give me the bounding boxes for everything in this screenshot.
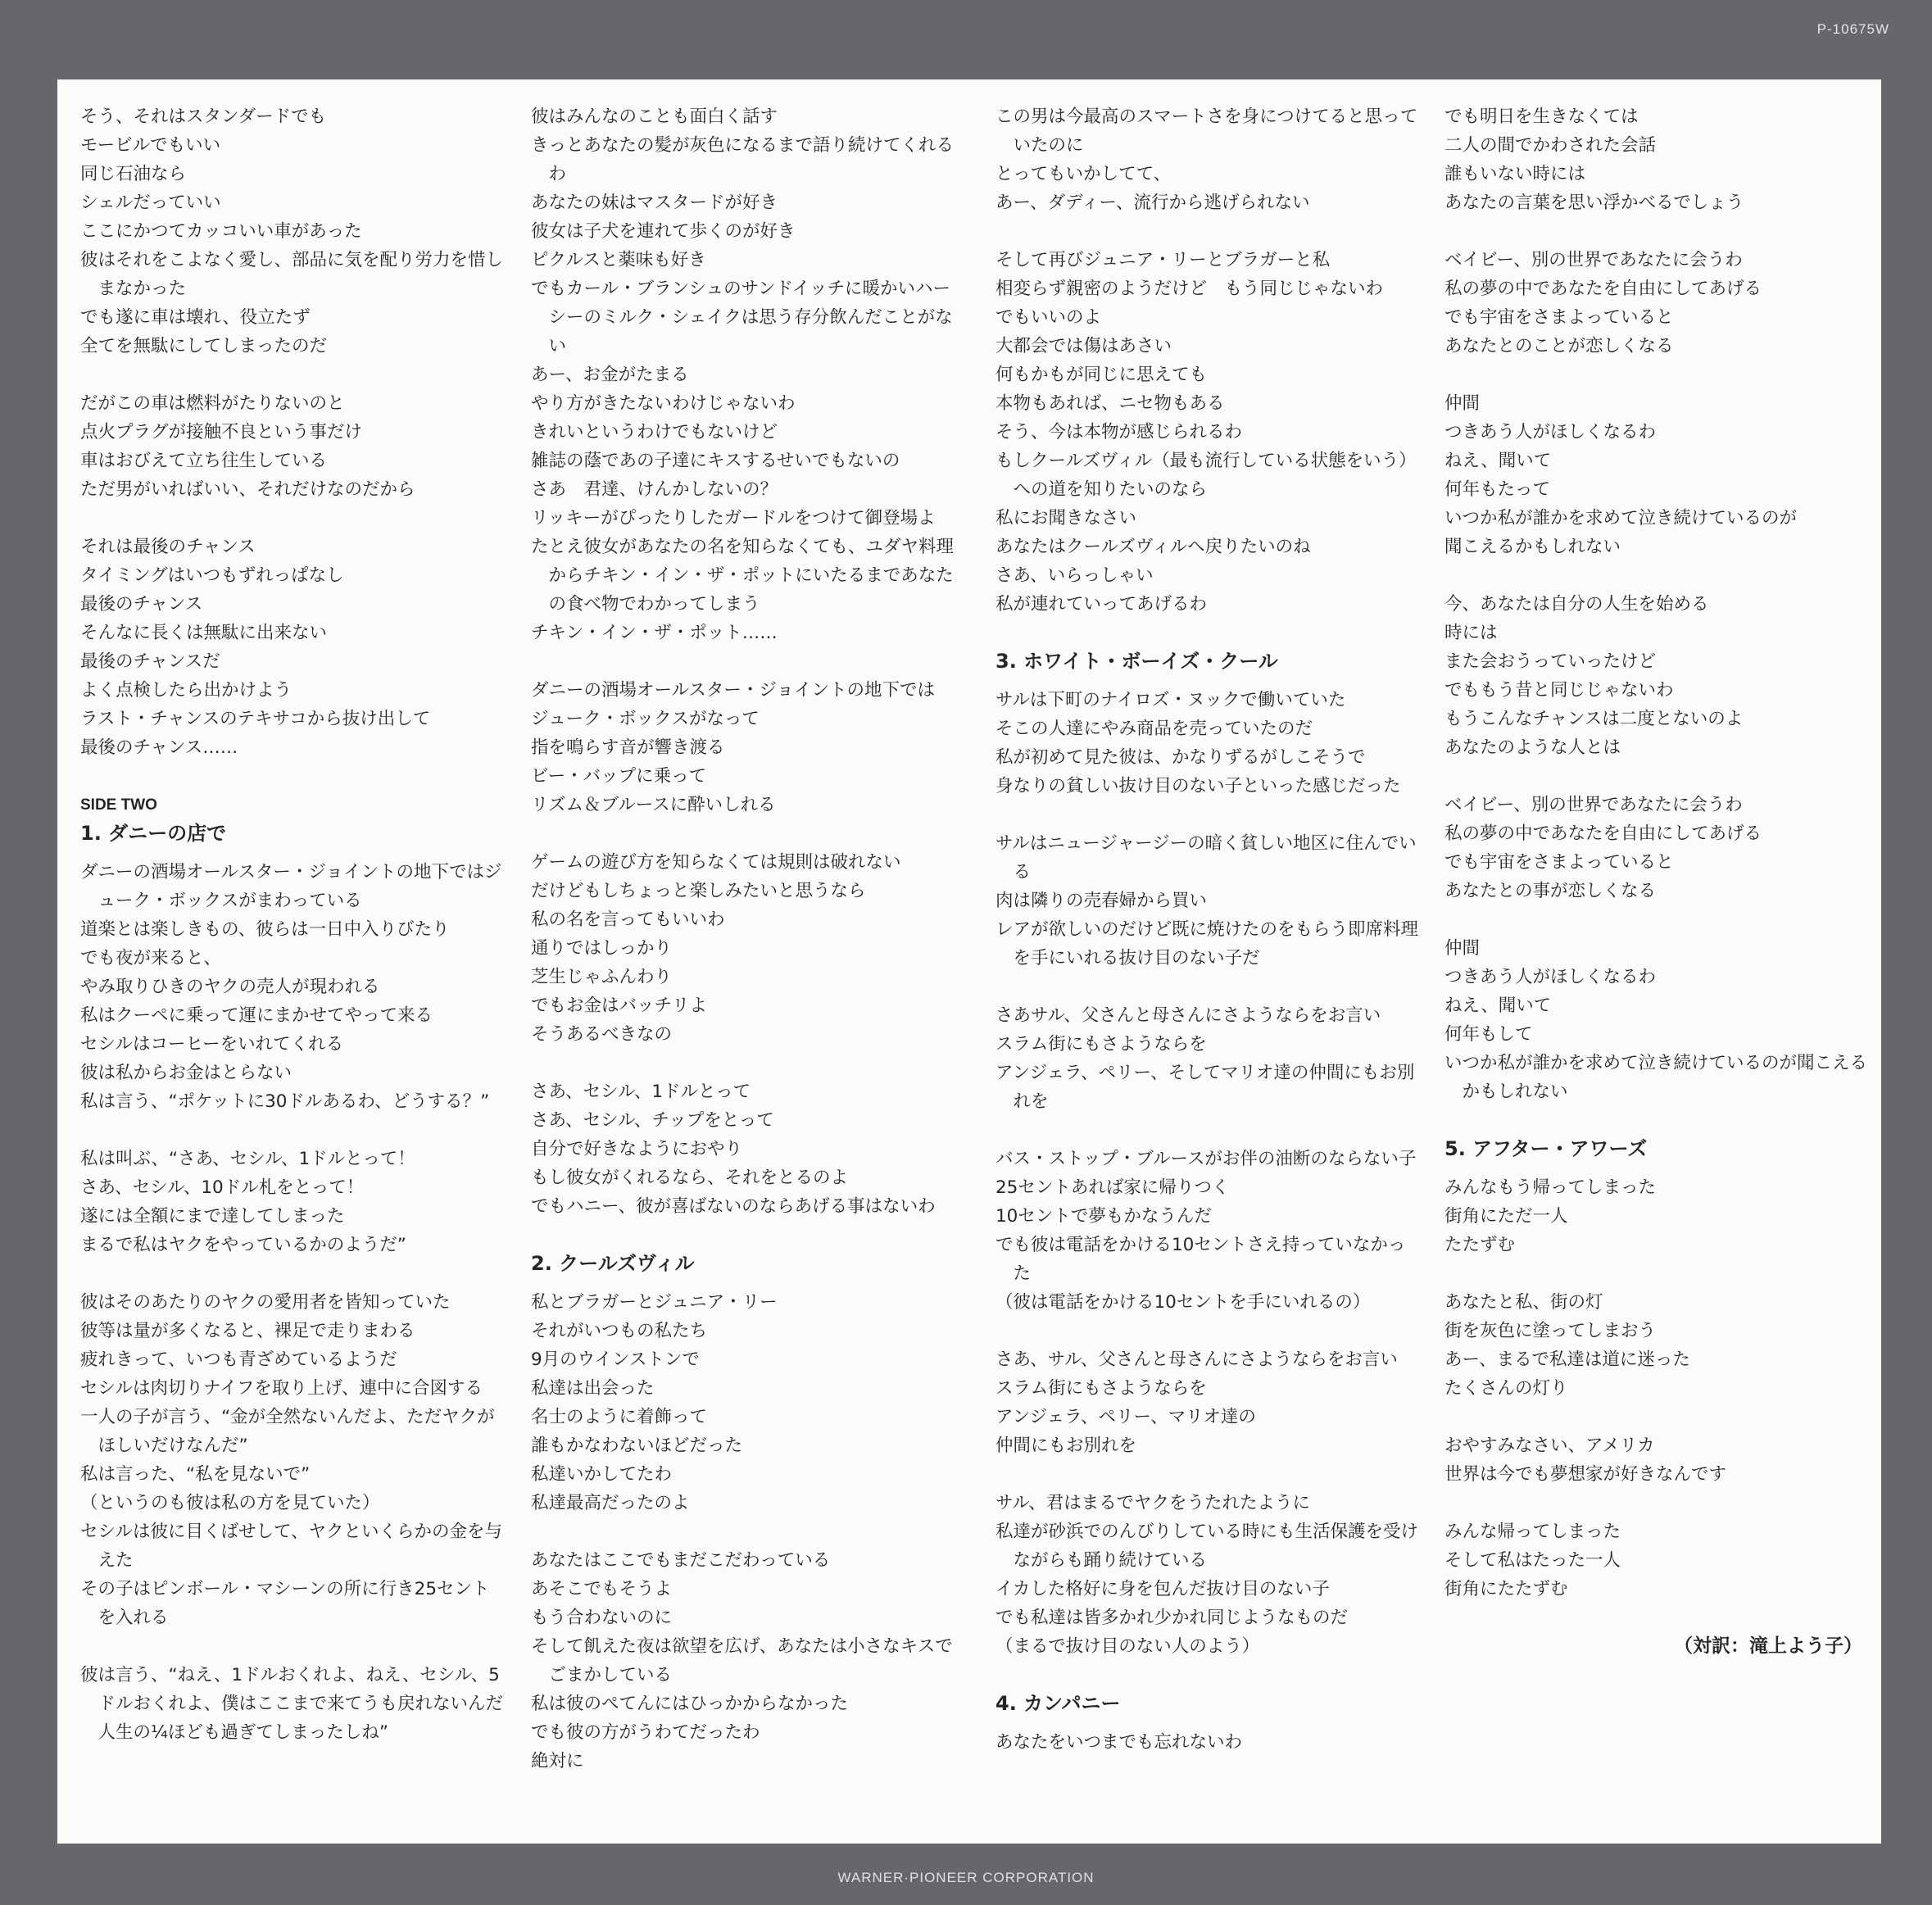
lyric-line: 私の夢の中であなたを自由にしてあげる [1444, 279, 1762, 299]
lyric-line: でも宇宙をさまよっていると [1444, 852, 1674, 873]
stanza [995, 686, 1422, 801]
lyric-line: 通りではしっかり [531, 938, 673, 959]
lyric-line: さあ、セシル、チップをとって [531, 1110, 774, 1131]
lyric-line: そうあるべきなの [531, 1024, 673, 1045]
lyric-line: 彼等は量が多くなると、裸足で走りまわる [80, 1321, 415, 1341]
song-title: 1. ダニーの店で [80, 822, 227, 845]
lyric-line: セシルは肉切りナイフを取り上げ、連中に合図する [80, 1378, 483, 1399]
stanza [531, 676, 965, 819]
stanza [1444, 590, 1871, 762]
lyric-line: 彼はみんなのことも面白く話す [531, 107, 778, 127]
lyric-line: 聞こえるかもしれない [1444, 537, 1621, 557]
lyric-line: 私達最高だったのよ [531, 1493, 690, 1513]
lyric-line: つきあう人がほしくなるわ [1444, 967, 1657, 987]
stanza [1444, 791, 1871, 905]
stanza [531, 848, 965, 1049]
lyric-line: 仲間 [1444, 938, 1481, 959]
lyric-line: リズム＆ブルースに酔いしれる [531, 795, 776, 815]
lyric-line: 世界は今でも夢想家が好きなんです [1444, 1464, 1727, 1485]
lyric-line: いつか私が誰かを求めて泣き続けているのが聞こえるかもしれない [1444, 1053, 1868, 1102]
song-title: 5. アフター・アワーズ [1444, 1137, 1648, 1160]
lyric-line: 私とブラガーとジュニア・リー [531, 1292, 778, 1313]
lyric-line: そんなに長くは無駄に出来ない [80, 623, 328, 643]
lyric-line: みんな帰ってしまった [1444, 1522, 1621, 1542]
stanza [80, 1661, 521, 1747]
lyric-line: 点火プラグが接触不良という事だけ [80, 422, 363, 442]
lyric-line: でも宇宙をさまよっていると [1444, 307, 1674, 328]
lyric-line: 彼は私からお金はとらない [80, 1063, 293, 1083]
lyric-line: 自分で好きなようにおやり [531, 1139, 743, 1159]
lyric-line: あなたのような人とは [1444, 737, 1621, 758]
stanza [531, 1077, 965, 1221]
stanza [1444, 102, 1871, 217]
lyric-line: 私の名を言ってもいいわ [531, 909, 725, 930]
lyric-line: 彼は言う、“ねえ、1ドルおくれよ、ねえ、セシル、5ドルおくれよ、僕はここまで来てうも戻れないんだ 人生の¼ほども過ぎてしまったしね” [80, 1665, 521, 1743]
lyric-line: 最後のチャンス [80, 594, 203, 615]
lyric-line: でも夜が来ると、 [80, 948, 222, 968]
lyric-line: ゲームの遊び方を知らなくては規則は破れない [531, 852, 901, 873]
lyric-line: あなたとの事が恋しくなる [1444, 881, 1657, 901]
lyric-line: 指を鳴らす音が響き渡る [531, 737, 725, 758]
lyric-line: セシルはコーヒーをいれてくれる [80, 1034, 344, 1055]
stanza [995, 1345, 1422, 1460]
lyric-line: 最後のチャンスだ [80, 651, 220, 672]
lyric-line: 道楽とは楽しきもの、彼らは一日中入りびたり [80, 919, 450, 940]
lyric-line: もう合わないのに [531, 1608, 673, 1628]
lyric-line: ラスト・チャンスのテキサコから抜け出して [80, 709, 431, 729]
side-heading: SIDE TWO [80, 796, 157, 814]
lyric-line: 車はおびえて立ち往生している [80, 451, 328, 471]
lyric-line: たたずむ [1444, 1235, 1516, 1255]
lyric-line: サルはニュージャージーの暗く貧しい地区に住んでいる [995, 833, 1417, 882]
column-2 [531, 102, 965, 1804]
lyric-line: もし彼女がくれるなら、それをとるのよ [531, 1168, 849, 1188]
lyric-line: （まるで抜け目のない人のよう） [995, 1636, 1260, 1657]
lyric-line: モービルでもいい [80, 135, 221, 156]
lyric-line: だがこの車は燃料がたりないのと [80, 393, 345, 414]
lyric-line: 今、あなたは自分の人生を始める [1444, 594, 1709, 615]
lyric-line: 私は彼のぺてんにはひっかからなかった [531, 1694, 849, 1714]
lyric-line: スラム街にもさようならを [995, 1034, 1207, 1055]
lyric-line: ジューク・ボックスがなって [531, 709, 760, 729]
lyric-line: とってもいかしてて、 [995, 164, 1172, 184]
lyric-line: 芝生じゃふんわり [531, 967, 673, 987]
lyric-line: 私が連れていってあげるわ [995, 594, 1208, 615]
lyric-line: あー、ダディー、流行から逃げられない [995, 193, 1310, 213]
lyric-line: 街を灰色に塗ってしまおう [1444, 1321, 1657, 1341]
translator-credit: （対訳：滝上よう子） [1674, 1635, 1862, 1657]
lyric-line: 何年もして [1444, 1024, 1533, 1045]
lyric-line: さあ、セシル、10ドル札をとって！ [80, 1177, 365, 1198]
lyric-line: でも彼は電話をかける10セントさえ持っていなかった [995, 1235, 1406, 1284]
lyric-line: 仲間にもお別れを [995, 1436, 1137, 1456]
lyric-line: 身なりの貧しい抜け目のない子といった感じだった [995, 776, 1401, 796]
column-4 [1444, 102, 1871, 1661]
lyric-line: 本物もあれば、ニセ物もある [995, 393, 1225, 414]
stanza [531, 102, 965, 647]
lyric-line: アンジェラ、ペリー、そしてマリオ達の仲間にもお別れを [995, 1063, 1415, 1112]
lyric-line: 彼女は子犬を連れて歩くのが好き [531, 221, 796, 242]
lyric-line: やみ取りひきのヤクの売人が現われる [80, 977, 380, 997]
lyric-line: 疲れきって、いつも青ざめているようだ [80, 1349, 397, 1370]
lyric-line: そう、今は本物が感じられるわ [995, 422, 1243, 442]
lyric-line: バス・ストップ・ブルースがお伴の油断のならない子 [995, 1149, 1417, 1169]
lyric-line: 私は言った、“私を見ないで” [80, 1464, 311, 1485]
lyric-line: 私にお聞きなさい [995, 508, 1137, 528]
lyric-line: でも私達は皆多かれ少かれ同じようなものだ [995, 1608, 1349, 1628]
lyric-line: 一人の子が言う、“金が全然ないんだよ、ただヤクがほしいだけなんだ” [80, 1407, 495, 1456]
lyric-line: 全てを無駄にしてしまったのだ [80, 336, 328, 356]
song-title: 2. クールズヴィル [531, 1252, 695, 1275]
lyric-line: 雑誌の蔭であの子達にキスするせいでもないの [531, 451, 900, 471]
lyrics-sheet [57, 79, 1881, 1844]
lyric-line: 遂には全額にまで達してしまった [80, 1206, 345, 1227]
lyric-line: 私はクーペに乗って運にまかせてやって来る [80, 1005, 433, 1026]
lyric-line: タイミングはいつもずれっぱなし [80, 565, 344, 586]
lyric-line: おやすみなさい、アメリカ [1444, 1436, 1655, 1456]
lyric-line: ピクルスと薬味も好き [531, 250, 706, 270]
lyric-line: 絶対に [531, 1751, 584, 1771]
stanza [995, 246, 1422, 619]
lyric-line: いつか私が誰かを求めて泣き続けているのが [1444, 508, 1798, 528]
stanza [995, 1145, 1422, 1317]
lyric-line: あー、お金がたまる [531, 365, 689, 385]
stanza [995, 1728, 1422, 1757]
lyric-line: チキン・イン・ザ・ポット…… [531, 623, 778, 643]
lyric-line: 相変らず親密のようだけど もう同じじゃないわ [995, 279, 1384, 299]
lyric-line: 仲間 [1444, 393, 1481, 414]
lyric-line: もうこんなチャンスは二度とないのよ [1444, 709, 1744, 729]
stanza [80, 858, 506, 1116]
stanza [80, 533, 506, 762]
lyric-line: 私は叫ぶ、“さあ、セシル、1ドルとって！ [80, 1149, 415, 1169]
lyric-line: 彼はそのあたりのヤクの愛用者を皆知っていた [80, 1292, 451, 1313]
stanza [80, 1288, 506, 1632]
lyric-line: でも明日を生きなくては [1444, 107, 1639, 127]
lyric-line: さあサル、父さんと母さんにさようならをお言い [995, 1005, 1381, 1026]
lyric-line: ビー・バップに乗って [531, 766, 707, 787]
lyric-line: レアが欲しいのだけど既に焼けたのをもらう即席料理を手にいれる抜け目のない子だ [995, 919, 1419, 968]
column-1 [80, 102, 521, 1776]
lyric-line: あなたの言葉を思い浮かべるでしょう [1444, 193, 1744, 213]
lyric-line: 何年もたって [1444, 479, 1551, 500]
lyric-line: さあ 君達、けんかしないの？ [531, 479, 778, 500]
lyric-line: 私達いかしてたわ [531, 1464, 673, 1485]
lyric-line: ただ男がいればいい、それだけなのだから [80, 479, 415, 500]
lyric-line: あなたをいつまでも忘れないわ [995, 1732, 1243, 1753]
lyric-line: 時には [1444, 623, 1498, 643]
lyric-line: さあ、サル、父さんと母さんにさようならをお言い [995, 1349, 1398, 1370]
song-title: 3. ホワイト・ボーイズ・クール [995, 650, 1278, 673]
stanza [1444, 1517, 1871, 1603]
lyric-line: シェルだっていい [80, 193, 221, 213]
lyric-line: でもハニー、彼が喜ばないのならあげる事はないわ [531, 1196, 936, 1217]
lyric-line: やり方がきたないわけじゃないわ [531, 393, 796, 414]
lyric-line: 私は言う、“ポケットに30ドルあるわ、どうする？” [80, 1091, 490, 1112]
lyric-line: そして再びジュニア・リーとブラガーと私 [995, 250, 1331, 270]
lyric-line: ベイビー、別の世界であなたに会うわ [1444, 795, 1743, 815]
lyric-line: よく点検したら出かけよう [80, 680, 293, 701]
lyric-line: また会おうっていったけど [1444, 651, 1657, 672]
stanza [531, 1546, 965, 1776]
lyric-line: イカした格好に身を包んだ抜け目のない子 [995, 1579, 1330, 1599]
stanza [1444, 1288, 1871, 1403]
lyric-line: 彼はそれをこよなく愛し、部品に気を配り労力を惜しまなかった [80, 250, 504, 299]
lyric-line: リッキーがぴったりしたガードルをつけて御登場よ [531, 508, 936, 528]
lyric-line: 同じ石油なら [80, 164, 187, 184]
lyric-line: 二人の間でかわされた会話 [1444, 135, 1657, 156]
lyric-line: それは最後のチャンス [80, 537, 256, 557]
publisher-footer: WARNER·PIONEER CORPORATION [837, 1870, 1095, 1885]
lyric-line: サル、君はまるでヤクをうたれたように [995, 1493, 1310, 1513]
lyric-line: ダニーの酒場オールスター・ジョイントの地下では [531, 680, 935, 701]
lyric-line: スラム街にもさようならを [995, 1378, 1207, 1399]
stanza [1444, 1431, 1871, 1489]
stanza [995, 1001, 1422, 1116]
lyric-line: 私達が砂浜でのんびりしている時にも生活保護を受けながらも踊り続けている [995, 1522, 1419, 1571]
lyric-line: 私達は出会った [531, 1378, 655, 1399]
lyric-line: でももう昔と同じじゃないわ [1444, 680, 1674, 701]
lyric-line: あなたと私、街の灯 [1444, 1292, 1603, 1313]
lyric-line: でもお金はバッチリよ [531, 996, 708, 1016]
lyric-line: でも遂に車は壊れ、役立たず [80, 307, 311, 328]
lyric-line: ねえ、聞いて [1444, 451, 1552, 471]
lyric-line: 25セントあれば家に帰りつく [995, 1177, 1230, 1198]
lyric-line: そう、それはスタンダードでも [80, 107, 327, 127]
stanza [80, 389, 506, 504]
lyric-line: あなたの妹はマスタードが好き [531, 193, 778, 213]
lyric-line: 肉は隣りの売春婦から買い [995, 891, 1208, 911]
catalog-number: P-10675W [1816, 21, 1889, 37]
lyric-line: ベイビー、別の世界であなたに会うわ [1444, 250, 1743, 270]
lyric-line: それがいつもの私たち [531, 1321, 708, 1341]
lyric-line: アンジェラ、ペリー、マリオ達の [995, 1407, 1256, 1427]
stanza [531, 1288, 965, 1517]
column-3 [995, 102, 1422, 1785]
lyric-line: でもカール・ブランシュのサンドイッチに暖かいハーシーのミルク・シェイクは思う存分飲んだことがない [531, 279, 953, 356]
lyric-line: あなたとのことが恋しくなる [1444, 336, 1674, 356]
lyric-line: ここにかつてカッコいい車があった [80, 221, 362, 242]
lyric-line: たくさんの灯り [1444, 1378, 1568, 1399]
lyric-line: つきあう人がほしくなるわ [1444, 422, 1657, 442]
lyric-line: たとえ彼女があなたの名を知らなくても、ユダヤ料理からチキン・イン・ザ・ポットにいたるまであなたの食べ物でわかってしまう [531, 537, 955, 615]
lyric-line: あなたはクールズヴィルへ戻りたいのね [995, 537, 1311, 557]
lyric-line: さあ、いらっしゃい [995, 565, 1154, 586]
lyric-line: そこの人達にやみ商品を売っていたのだ [995, 719, 1313, 739]
lyric-line: あそこでもそうよ [531, 1579, 673, 1599]
lyric-line: 街角にただ一人 [1444, 1206, 1568, 1227]
lyric-line: 10セントで夢もかなうんだ [995, 1206, 1212, 1227]
lyric-line: （彼は電話をかける10セントを手にいれるの） [995, 1292, 1371, 1313]
lyric-line: みんなもう帰ってしまった [1444, 1177, 1657, 1198]
lyric-line: 誰もかなわないほどだった [531, 1436, 743, 1456]
stanza [1444, 934, 1871, 1106]
lyric-line: きっとあなたの髪が灰色になるまで語り続けてくれるわ [531, 135, 955, 184]
lyric-line: さあ、セシル、1ドルとって [531, 1082, 751, 1102]
lyric-line: ねえ、聞いて [1444, 996, 1552, 1016]
lyric-line: もしクールズヴィル（最も流行している状態をいう）への道を知りたいのなら [995, 451, 1417, 500]
lyric-line: 大都会では傷はあさい [995, 336, 1172, 356]
stanza [1444, 1173, 1871, 1259]
stanza [1444, 389, 1871, 561]
lyric-line: でも彼の方がうわてだったわ [531, 1722, 760, 1743]
lyric-line: 何もかもが同じに思えても [995, 365, 1208, 385]
lyric-line: 私の夢の中であなたを自由にしてあげる [1444, 823, 1762, 844]
lyric-line: 最後のチャンス…… [80, 737, 238, 758]
stanza [995, 829, 1422, 973]
stanza [995, 1489, 1422, 1661]
stanza [80, 1145, 506, 1259]
lyric-line: セシルは彼に目くばせして、ヤクといくらかの金を与えた [80, 1522, 503, 1571]
lyric-line: 9月のウインストンで [531, 1349, 700, 1370]
lyric-line: だけどもしちょっと楽しみたいと思うなら [531, 881, 866, 901]
lyric-line: 街角にたたずむ [1444, 1579, 1568, 1599]
lyric-line: そして私はたった一人 [1444, 1550, 1621, 1571]
lyric-line: あなたはここでもまだこだわっている [531, 1550, 831, 1571]
song-title: 4. カンパニー [995, 1692, 1121, 1715]
lyric-line: そして飢えた夜は欲望を広げ、あなたは小さなキスでごまかしている [531, 1636, 953, 1685]
lyric-line: この男は今最高のスマートさを身につけてると思っていたのに [995, 107, 1418, 156]
lyric-line: でもいいのよ [995, 307, 1102, 328]
stanza [80, 102, 506, 361]
lyric-line: あー、まるで私達は道に迷った [1444, 1349, 1690, 1370]
stanza [995, 102, 1422, 217]
lyric-line: 誰もいない時には [1444, 164, 1586, 184]
lyric-line: 名士のように着飾って [531, 1407, 708, 1427]
stanza [1444, 246, 1871, 361]
lyric-line: 私が初めて見た彼は、かなりずるがしこそうで [995, 747, 1366, 768]
lyric-line: サルは下町のナイロズ・ヌックで働いていた [995, 690, 1346, 710]
lyric-line: きれいというわけでもないけど [531, 422, 778, 442]
lyric-line: （というのも彼は私の方を見ていた） [80, 1493, 380, 1513]
lyric-line: まるで私はヤクをやっているかのようだ” [80, 1235, 406, 1255]
lyric-line: その子はピンボール・マシーンの所に行き25セントを入れる [80, 1579, 490, 1628]
lyric-line: ダニーの酒場オールスター・ジョイントの地下ではジューク・ボックスがまわっている [80, 862, 502, 911]
